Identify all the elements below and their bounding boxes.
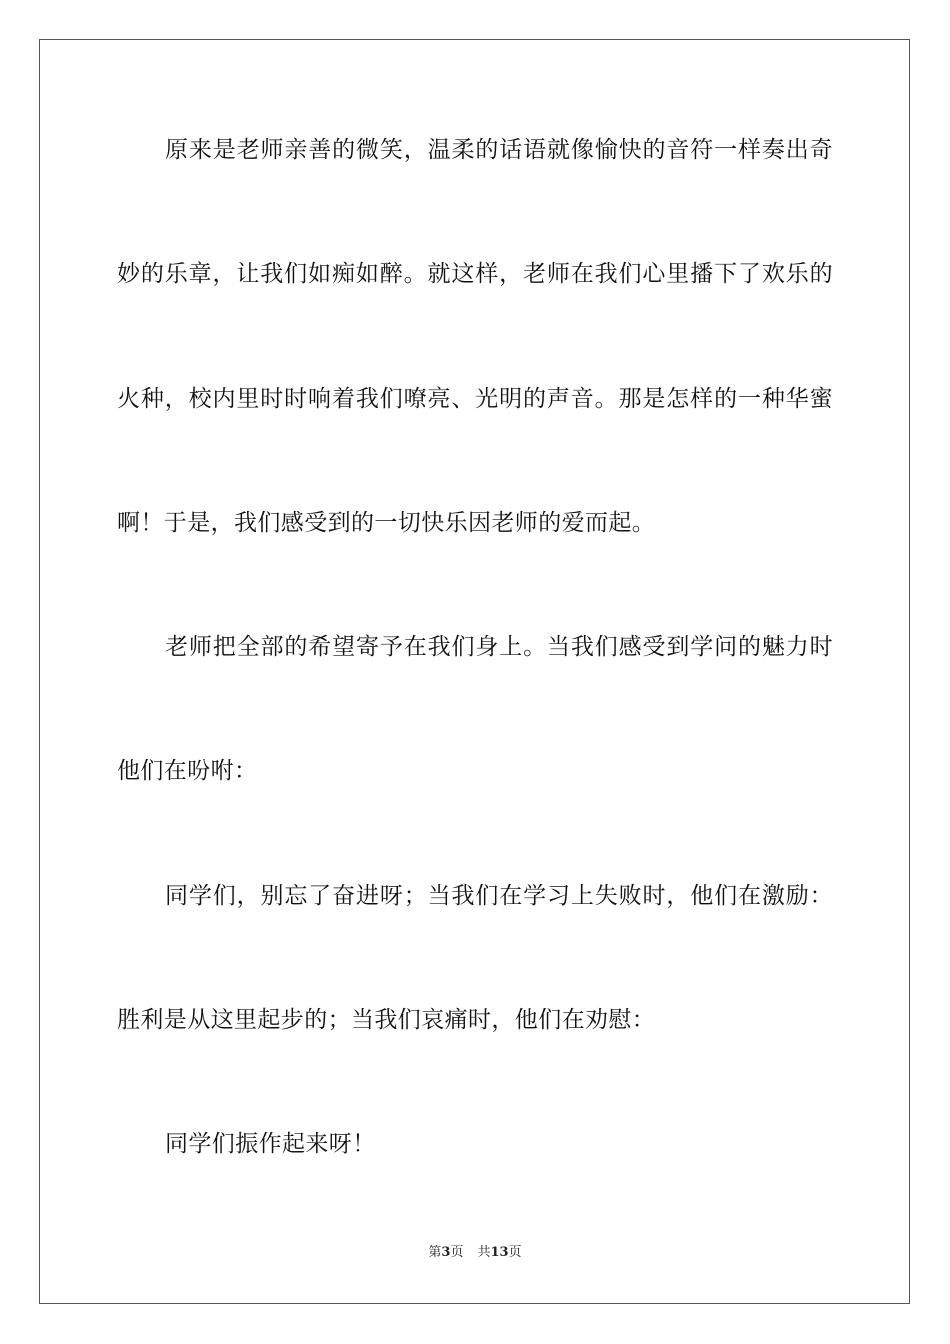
text-line: 胜利是从这里起步的；当我们哀痛时，他们在劝慰： (117, 1007, 656, 1033)
text-line: 他们在吩咐： (117, 758, 258, 784)
text-line: 原来是老师亲善的微笑，温柔的话语就像愉快的音符一样奏出奇 (165, 137, 833, 163)
text-line: 啊！于是，我们感受到的一切快乐因老师的爱而起。 (117, 510, 656, 536)
text-line: 妙的乐章，让我们如痴如醉。就这样，老师在我们心里播下了欢乐的 (117, 261, 833, 287)
text-line: 老师把全部的希望寄予在我们身上。当我们感受到学问的魅力时 (165, 634, 833, 660)
page-footer (0, 1244, 950, 1262)
page-border (39, 39, 910, 1304)
page-number: 3 (441, 1245, 451, 1260)
text-line: 同学们振作起来呀！ (165, 1131, 376, 1157)
total-pages: 13 (490, 1245, 509, 1260)
total-suffix: 页 (508, 1245, 522, 1260)
page-prefix: 第 (428, 1245, 442, 1260)
text-line: 火种，校内里时时响着我们嘹亮、光明的声音。那是怎样的一种华蜜 (117, 386, 833, 412)
text-line: 同学们，别忘了奋进呀；当我们在学习上失败时，他们在激励： (165, 883, 833, 909)
page-suffix: 页 (450, 1245, 464, 1260)
total-prefix: 共 (477, 1245, 491, 1260)
